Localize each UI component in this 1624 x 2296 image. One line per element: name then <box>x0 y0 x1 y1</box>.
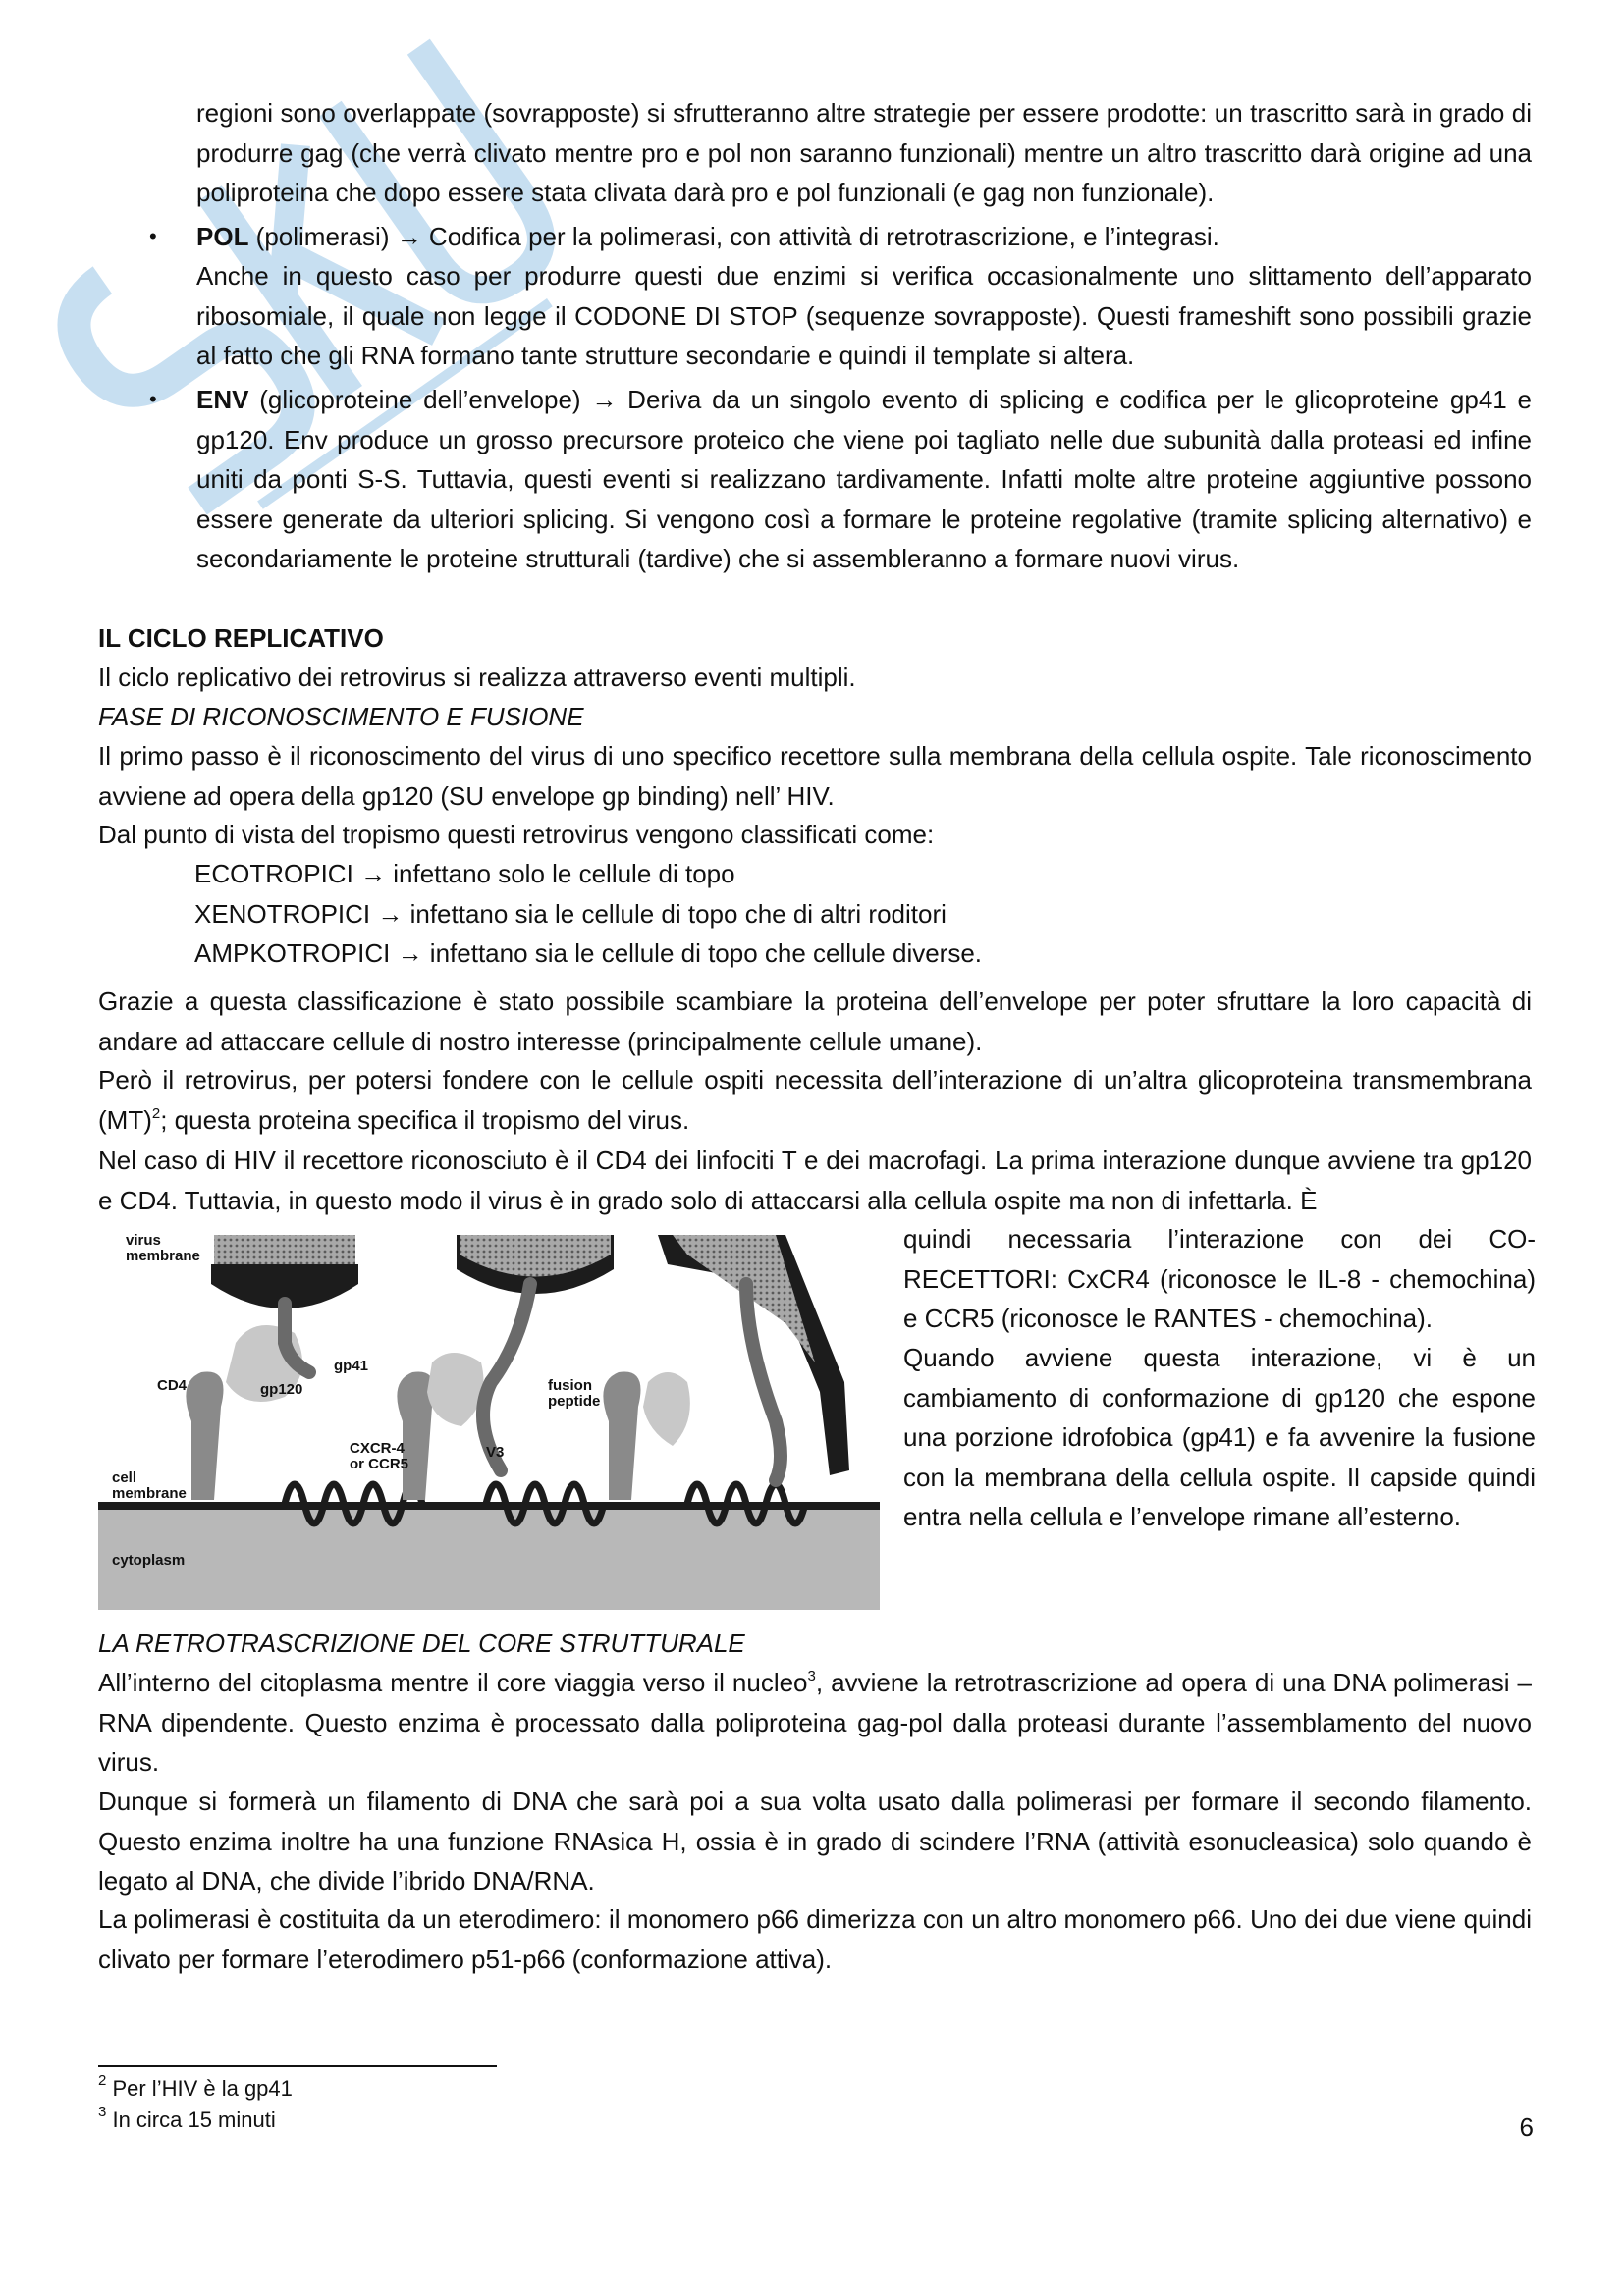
label-cxcr4: CXCR-4 <box>350 1440 405 1457</box>
paragraph-retrotrascrizione <box>98 1663 1532 1783</box>
hiv-fusion-figure <box>98 1225 880 1610</box>
pol-term: POL <box>196 222 249 251</box>
paragraph-glicoproteina-text: Però il retrovirus, per potersi fondere con le cellule ospiti necessita dell’interazione di un’altra glicoproteina transmembrana (MT) <box>98 1065 1532 1135</box>
label-gp120: gp120 <box>260 1381 303 1398</box>
paragraph-tropismo: Dal punto di vista del tropismo questi retrovirus vengono classificati come: <box>98 820 935 849</box>
footnote-text: In circa 15 minuti <box>106 2108 276 2132</box>
tropism-item: XENOTROPICI → infettano sia le cellule di topo che di altri roditori <box>194 898 947 929</box>
footnote-ref-2[interactable]: 2 <box>151 1104 161 1122</box>
section-intro: Il ciclo replicativo dei retrovirus si realizza attraverso eventi multipli. <box>98 663 856 692</box>
subheading-retrotrascrizione: LA RETROTRASCRIZIONE DEL CORE STRUTTURALE <box>98 1629 745 1658</box>
bullet-icon: • <box>149 224 157 248</box>
label-cd4: CD4 <box>157 1377 188 1394</box>
paragraph-fusione: Quando avviene questa interazione, vi è un cambiamento di conformazione di gp120 che espone una porzione idrofobica (gp41) e fa avvenire la fusione con la membrana della cellula ospite. Il capside quindi entra nella cellula e l’envelope rimane all’esterno. <box>903 1343 1536 1531</box>
env-term: ENV <box>196 385 249 414</box>
page-number: 6 <box>1519 2112 1534 2142</box>
paragraph-cd4: Nel caso di HIV il recettore riconosciuto è il CD4 dei linfociti T e dei macrofagi. La prima interazione dunque avviene tra gp120 e CD4. Tuttavia, in questo modo il virus è in grado solo di attaccarsi alla cellula ospite ma non di infettarla. È <box>98 1146 1532 1215</box>
paragraph-classificazione: Grazie a questa classificazione è stato possibile scambiare la proteina dell’envelope per poter sfruttare la loro capacità di andare ad attaccare cellule di nostro interesse (principalmente cellule umane). <box>98 987 1532 1056</box>
footnote-2 <box>98 2073 293 2105</box>
footnote-number: 3 <box>98 2104 107 2120</box>
section-heading-ciclo-replicativo: IL CICLO REPLICATIVO <box>98 623 384 653</box>
label-cell-membrane: membrane <box>112 1485 187 1502</box>
pol-description: (polimerasi) → Codifica per la polimerasi, con attività di retrotrascrizione, e l’integrasi. <box>248 222 1219 251</box>
label-cxcr4: or CCR5 <box>350 1456 409 1472</box>
paragraph-retrotrascrizione-text: All’interno del citoplasma mentre il core viaggia verso il nucleo <box>98 1668 808 1697</box>
footnote-ref-3[interactable]: 3 <box>807 1668 816 1684</box>
tropism-item: ECOTROPICI → infettano solo le cellule di topo <box>194 859 735 888</box>
gag-continuation-paragraph <box>196 93 1532 213</box>
label-fusion-peptide: peptide <box>548 1393 601 1410</box>
pol-bullet-item <box>149 217 1532 257</box>
tropism-list <box>194 854 1471 974</box>
paragraph-glicoproteina <box>98 1060 1532 1140</box>
paragraph-glicoproteina-text-end: ; questa proteina specifica il tropismo del virus. <box>160 1104 690 1135</box>
subheading-riconoscimento-fusione: FASE DI RICONOSCIMENTO E FUSIONE <box>98 702 584 731</box>
pol-continuation-text: Anche in questo caso per produrre questi due enzimi si verifica occasionalmente uno slittamento dell’apparato ribosomiale, il quale non legge il CODONE DI STOP (sequenze sovrapposte). Questi frameshift sono possibili grazie al fatto che gli RNA formano tante strutture secondarie e quindi il template si altera. <box>196 261 1532 370</box>
gag-continuation-text: regioni sono overlappate (sovrapposte) si sfrutteranno altre strategie per essere prodotte: un trascritto sarà in grado di produrre gag (che verrà clivato mentre pro e pol non saranno funzionali) mentre un altro trascritto darà origine ad una poliproteina che dopo essere stata clivata darà pro e pol funzionali (e gag non funzionale). <box>196 98 1532 207</box>
label-v3: V3 <box>486 1444 505 1461</box>
bullet-icon: • <box>149 387 157 411</box>
footnote-3 <box>98 2105 276 2136</box>
paragraph-corecettori: quindi necessaria l’interazione con dei CO-RECETTORI: CxCR4 (riconosce le IL-8 - chemochina) e CCR5 (riconosce le RANTES - chemochina). <box>903 1224 1536 1333</box>
paragraph-filamento: Dunque si formerà un filamento di DNA che sarà poi a sua volta usato dalla polimerasi per formare il secondo filamento. Questo enzima inoltre ha una funzione RNAsica H, ossia è in grado di scindere l’RNA (attività esonucleasica) solo quando è legato al DNA, che divide l’ibrido DNA/RNA. <box>98 1787 1532 1896</box>
label-cytoplasm: cytoplasm <box>112 1552 186 1569</box>
paragraph-retrotrascrizione-text-end: , avviene la retrotrascrizione ad opera di una DNA polimerasi – RNA dipendente. Questo enzima è processato dalla poliproteina gag-pol dalla proteasi durante l’assemblamento del nuovo virus. <box>98 1668 1532 1777</box>
label-fusion-peptide: fusion <box>548 1377 592 1394</box>
footnote-text: Per l’HIV è la gp41 <box>106 2076 293 2101</box>
env-description: (glicoproteine dell’envelope) → Deriva da un singolo evento di splicing e codifica per le glicoproteine gp41 e gp120. Env produce un grosso precursore proteico che viene poi tagliato nelle due subunità dalla proteasi ed infine uniti da ponti S-S. Tuttavia, questi eventi si realizzano tardivamente. Infatti molte altre proteine aggiuntive possono essere generate da ulteriori splicing. Si vengono così a formare le proteine regolative (tramite splicing alternativo) e secondariamente le proteine strutturali (tardive) che si assembleranno a formare nuovi virus. <box>196 385 1532 573</box>
env-bullet-item <box>149 380 1532 579</box>
tropism-item: AMPKOTROPICI → infettano sia le cellule di topo che cellule diverse. <box>194 938 983 968</box>
label-virus-membrane: virus <box>126 1232 161 1249</box>
label-cell-membrane: cell <box>112 1469 137 1486</box>
paragraph-riconoscimento: Il primo passo è il riconoscimento del virus di uno specifico recettore sulla membrana della cellula ospite. Tale riconoscimento avviene ad opera della gp120 (SU envelope gp binding) nell’ HIV. <box>98 741 1532 811</box>
paragraph-eterodimero: La polimerasi è costituita da un eterodimero: il monomero p66 dimerizza con un altro monomero p66. Uno dei due viene quindi clivato per formare l’eterodimero p51-p66 (conformazione attiva). <box>98 1904 1532 1974</box>
label-gp41: gp41 <box>334 1358 369 1374</box>
pol-continuation-paragraph <box>196 256 1532 376</box>
footnote-separator <box>98 2065 497 2067</box>
footnote-number: 2 <box>98 2072 107 2089</box>
label-virus-membrane: membrane <box>126 1248 200 1264</box>
